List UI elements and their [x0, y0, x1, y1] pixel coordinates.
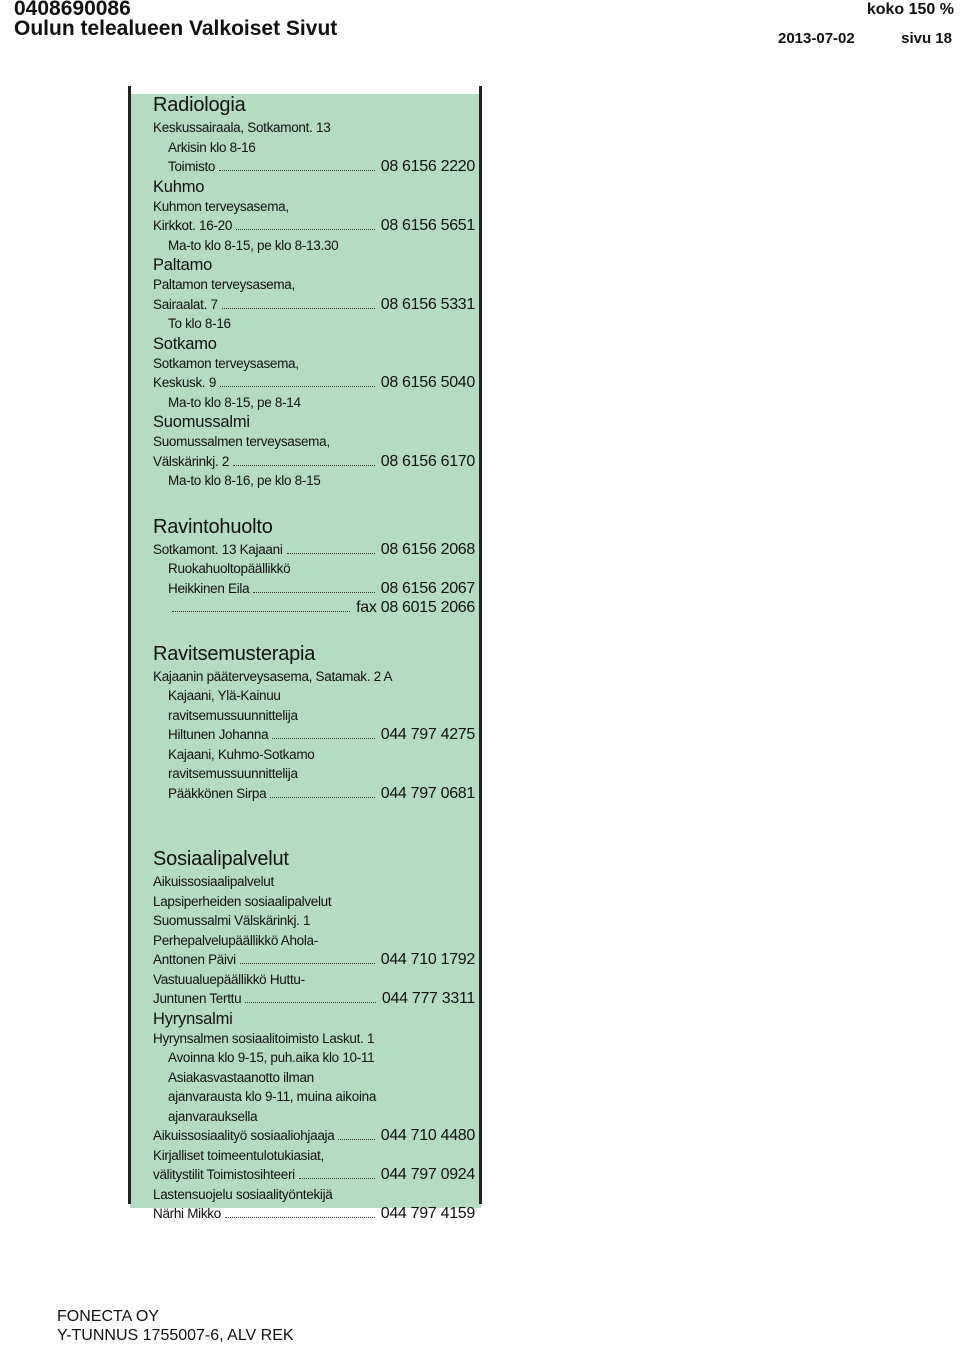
listing-entry: [153, 452, 475, 472]
subheading-sotkamo: Sotkamo: [153, 334, 217, 353]
listing-line: Lastensuojelu sosiaalityöntekijä: [153, 1186, 333, 1202]
listing-line: Hyrynsalmen sosiaalitoimisto Laskut. 1: [153, 1030, 375, 1046]
dot-leader: [270, 797, 374, 798]
listing-entry: [153, 1126, 475, 1146]
listing-entry: [153, 579, 475, 599]
listing-line: Asiakasvastaanotto ilman: [168, 1069, 314, 1085]
entry-phone: 08 6156 5040: [380, 374, 475, 391]
listing-entry: [153, 1165, 475, 1185]
dot-leader: [245, 1002, 376, 1003]
header-page-number: sivu 18: [901, 30, 952, 47]
listing-line: To klo 8-16: [168, 316, 231, 331]
spacer: [153, 803, 475, 846]
dot-leader: [299, 1178, 375, 1179]
listing-entry: [153, 295, 475, 315]
listing-line: Kirjalliset toimeentulotukiasiat,: [153, 1147, 324, 1163]
dot-leader: [338, 1139, 374, 1140]
subheading-suomussalmi: Suomussalmi: [153, 413, 250, 431]
left-column-rule: [128, 86, 131, 1204]
listing-entry: [153, 725, 475, 745]
listing-entry: [153, 157, 475, 177]
entry-phone: 044 710 4480: [380, 1127, 475, 1144]
subheading-kuhmo: Kuhmo: [153, 177, 205, 196]
listing-line: Ma-to klo 8-16, pe klo 8-15: [168, 473, 321, 488]
listing-line: ravitsemussuunnittelija: [168, 766, 298, 781]
entry-name: Kirkkot. 16-20: [153, 218, 233, 233]
listing-column: [153, 92, 475, 1224]
spacer: [153, 491, 475, 514]
dot-leader: [253, 592, 374, 593]
listing-line: Paltamon terveysasema,: [153, 277, 295, 292]
listing-line: Perhepalvelupäällikkö Ahola-: [153, 932, 318, 948]
entry-phone: 08 6156 2068: [380, 540, 475, 558]
section-heading-sosiaalipalvelut: Sosiaalipalvelut: [153, 848, 289, 870]
entry-phone: 044 797 0681: [380, 784, 475, 802]
entry-name: Juntunen Terttu: [153, 991, 242, 1006]
dot-leader: [172, 611, 350, 612]
dot-leader: [287, 553, 375, 554]
dot-leader: [225, 1217, 375, 1218]
section-heading-radiologia: Radiologia: [153, 94, 246, 116]
entry-phone: 044 777 3311: [381, 990, 475, 1007]
listing-line: ravitsemussuunnittelija: [168, 707, 298, 723]
entry-name: Hiltunen Johanna: [168, 727, 269, 742]
listing-line: ajanvarausta klo 9-11, muina aikoina: [168, 1089, 377, 1104]
listing-entry: [153, 540, 475, 560]
listing-line: Ruokahuoltopäällikkö: [168, 561, 291, 576]
listing-entry: [153, 216, 475, 236]
listing-entry: [153, 598, 475, 618]
entry-name: Sairaalat. 7: [153, 296, 218, 312]
listing-line: Ma-to klo 8-15, pe 8-14: [168, 394, 301, 410]
listing-line: Vastuualuepäällikkö Huttu-: [153, 971, 305, 987]
listing-line: Kajaani, Kuhmo-Sotkamo: [168, 746, 315, 762]
subheading-hyrynsalmi: Hyrynsalmi: [153, 1009, 233, 1028]
dot-leader: [233, 465, 375, 466]
section-heading-ravintohuolto: Ravintohuolto: [153, 515, 273, 538]
entry-name: Anttonen Päivi: [153, 952, 236, 967]
listing-line: Ma-to klo 8-15, pe klo 8-13.30: [168, 237, 339, 253]
listing-entry: [153, 989, 475, 1009]
dot-leader: [240, 963, 375, 964]
subheading-paltamo: Paltamo: [153, 256, 213, 274]
listing-line: Arkisin klo 8-16: [168, 139, 256, 155]
entry-name: Pääkkönen Sirpa: [168, 785, 267, 801]
listing-entry: [153, 950, 475, 970]
listing-line: Suomussalmi Välskärinkj. 1: [153, 913, 311, 928]
entry-name: Heikkinen Eila: [168, 580, 250, 596]
listing-line: Kajaanin pääterveysasema, Satamak. 2 A: [153, 668, 393, 684]
listing-line: Aikuissosiaalipalvelut: [153, 874, 274, 889]
listing-line: Keskussairaala, Sotkamont. 13: [153, 120, 331, 135]
entry-name: välitystilit Toimistosihteeri: [153, 1167, 295, 1182]
entry-phone: 08 6156 2067: [380, 579, 475, 597]
entry-name: Välskärinkj. 2: [153, 453, 230, 469]
listing-line: ajanvarauksella: [168, 1108, 258, 1124]
listing-line: Sotkamon terveysasema,: [153, 355, 299, 371]
entry-name: Sotkamont. 13 Kajaani: [153, 541, 283, 557]
entry-name: Närhi Mikko: [153, 1206, 221, 1221]
listing-entry: [153, 784, 475, 804]
header-title: Oulun telealueen Valkoiset Sivut: [14, 17, 338, 40]
listing-line: Kuhmon terveysasema,: [153, 198, 289, 214]
listing-line: Kajaani, Ylä-Kainuu: [168, 688, 281, 703]
dot-leader: [219, 170, 375, 171]
right-column-rule: [479, 86, 482, 1204]
entry-phone: 044 797 4159: [380, 1205, 475, 1222]
entry-name: Toimisto: [168, 159, 216, 174]
entry-phone: 044 710 1792: [380, 951, 475, 968]
header-date: 2013-07-02: [778, 30, 855, 47]
entry-fax: fax 08 6015 2066: [356, 599, 475, 616]
listing-line: Lapsiperheiden sosiaalipalvelut: [153, 893, 332, 909]
listing-entry: [153, 1204, 475, 1224]
dot-leader: [222, 308, 375, 309]
entry-name: Aikuissosiaalityö sosiaaliohjaaja: [153, 1128, 335, 1143]
entry-phone: 08 6156 6170: [380, 452, 475, 470]
dot-leader: [220, 386, 375, 387]
entry-phone: 08 6156 5331: [380, 295, 475, 313]
entry-phone: 08 6156 5651: [380, 217, 475, 234]
entry-phone: 044 797 4275: [380, 726, 475, 743]
listing-line: Suomussalmen terveysasema,: [153, 434, 330, 449]
dot-leader: [236, 229, 375, 230]
footer-company: FONECTA OY: [57, 1308, 159, 1325]
listing-entry: [153, 373, 475, 393]
footer-business-id: Y-TUNNUS 1755007-6, ALV REK: [57, 1327, 294, 1344]
spacer: [153, 618, 475, 641]
entry-name: Keskusk. 9: [153, 375, 217, 390]
listing-line: Avoinna klo 9-15, puh.aika klo 10-11: [168, 1050, 375, 1065]
entry-phone: 08 6156 2220: [380, 158, 475, 175]
dot-leader: [272, 738, 374, 739]
entry-phone: 044 797 0924: [380, 1166, 475, 1183]
section-heading-ravitsemusterapia: Ravitsemusterapia: [153, 642, 316, 665]
header-zoom: koko 150 %: [866, 1, 954, 18]
header-phone-number: 0408690086: [14, 0, 131, 20]
